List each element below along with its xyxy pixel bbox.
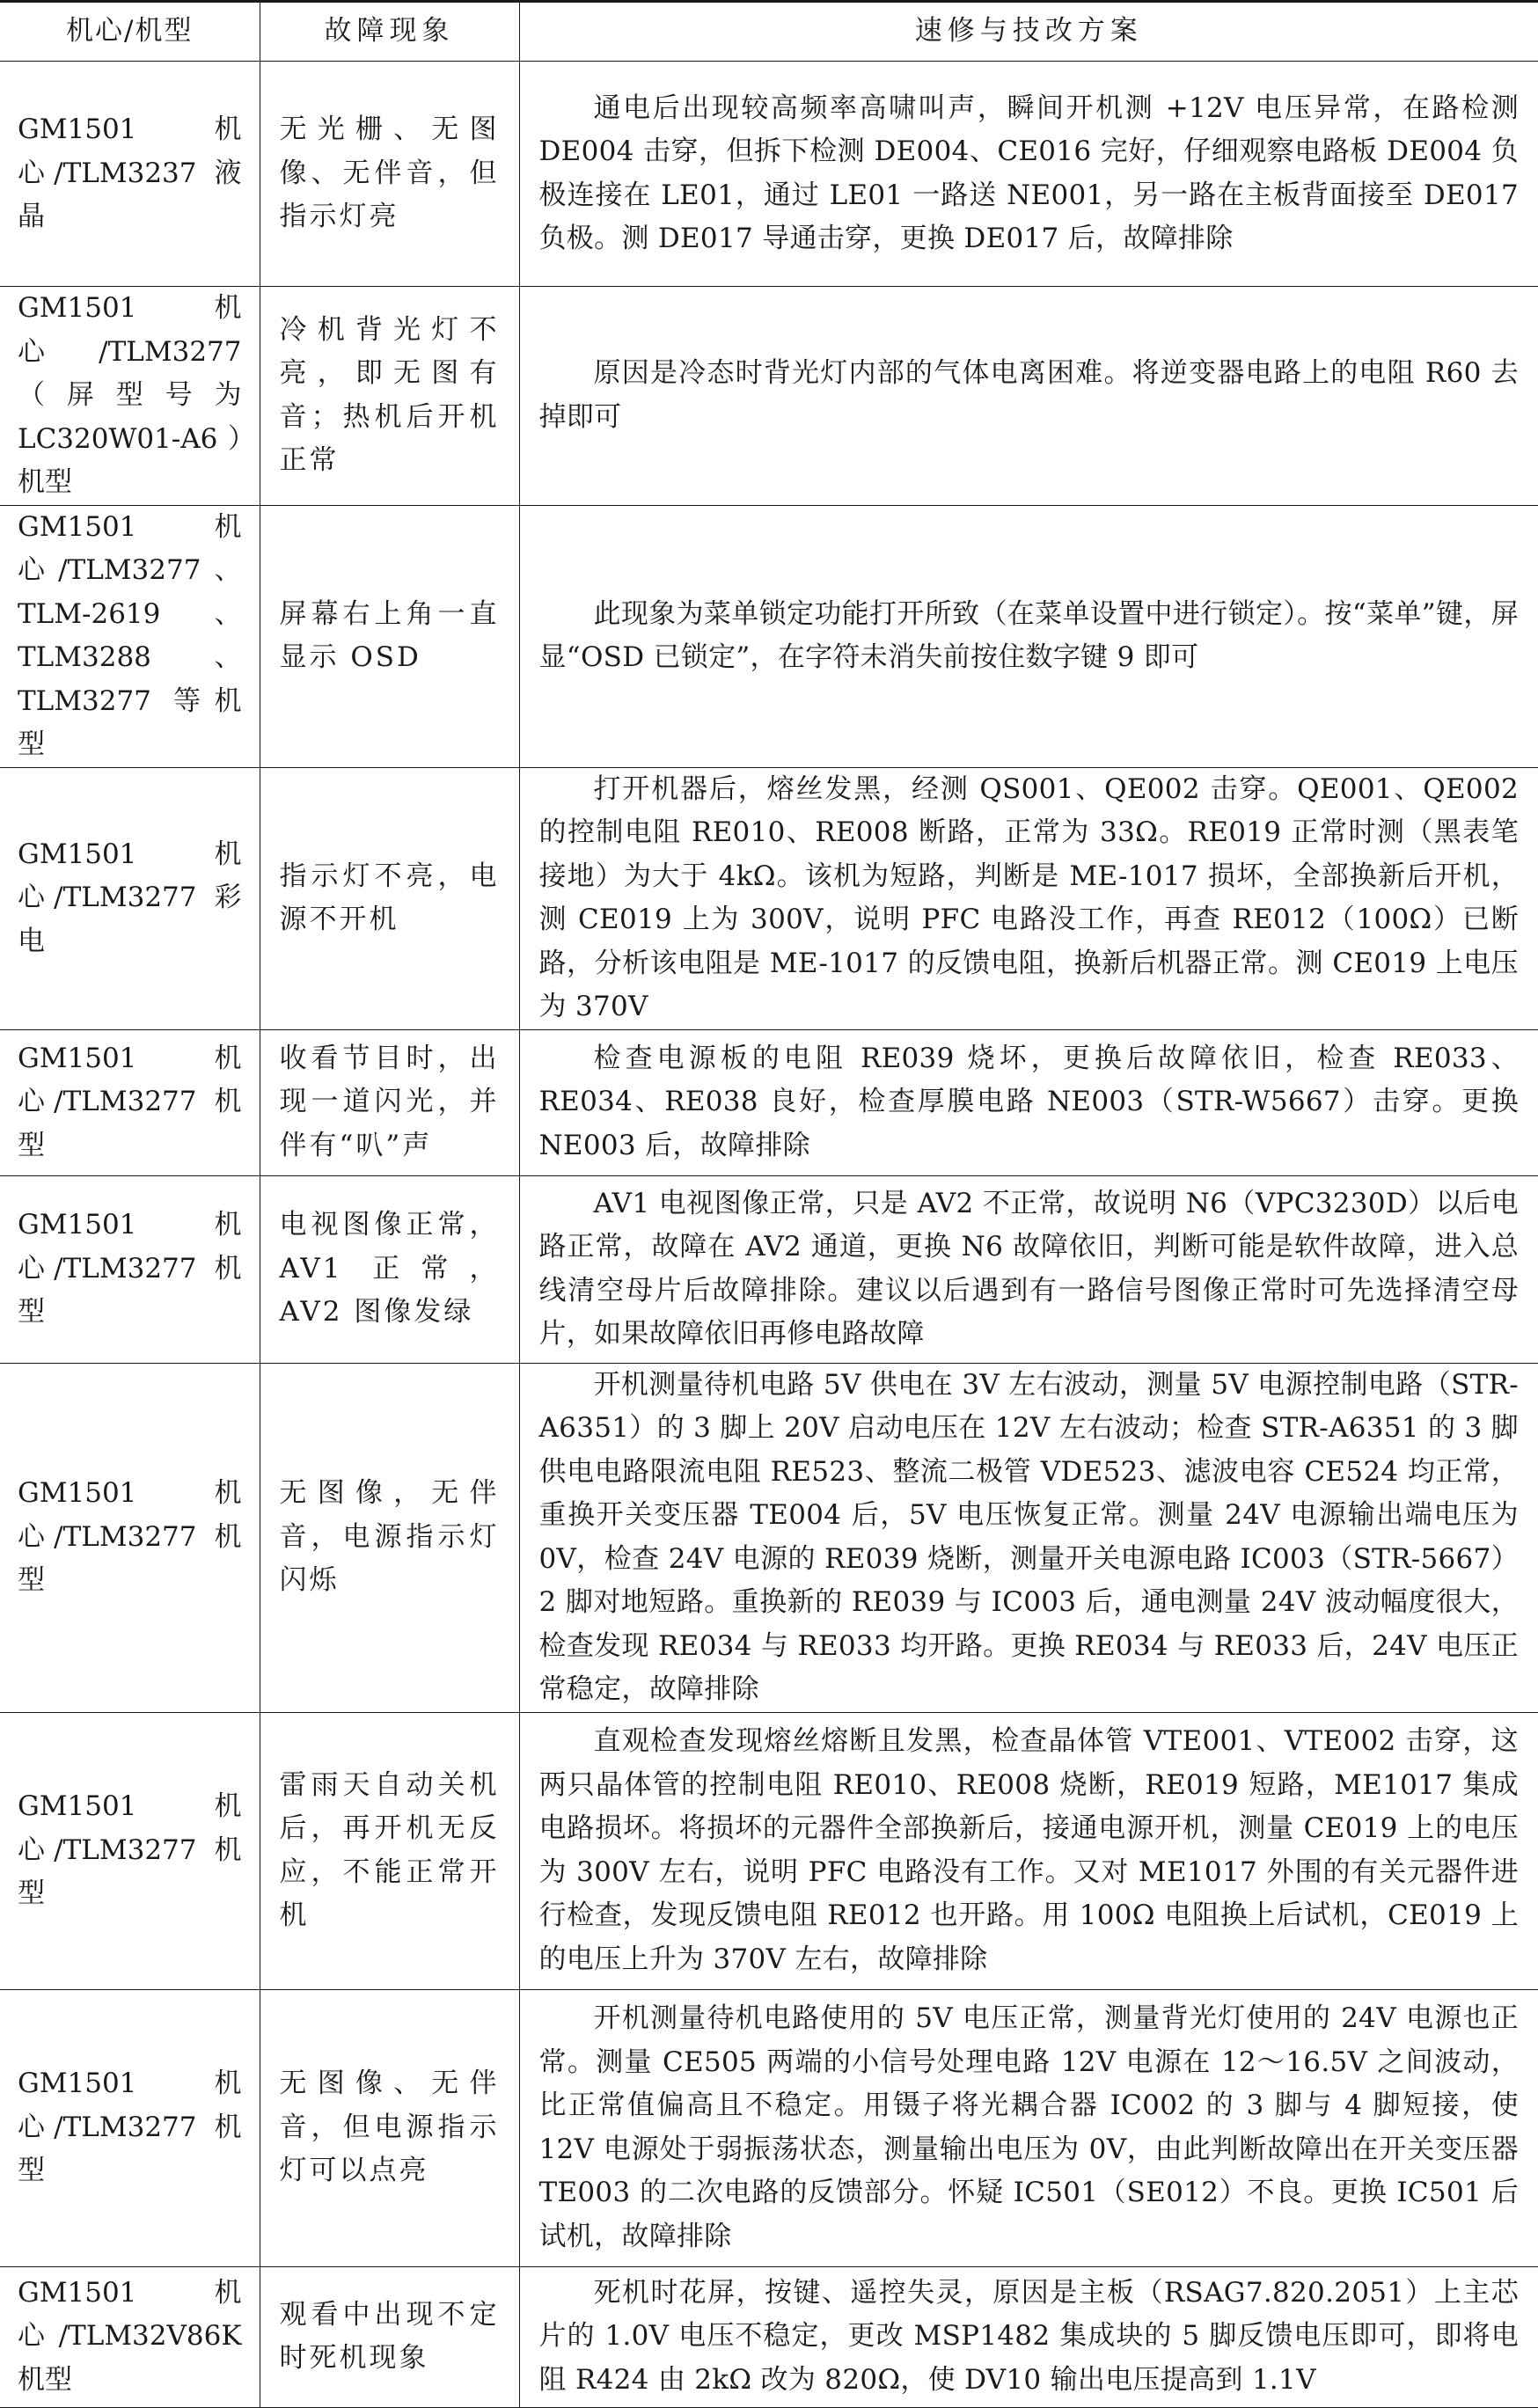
fault-cell: 无光栅、无图像、无伴音，但指示灯亮 — [260, 62, 519, 287]
fault-cell: 雷雨天自动关机后，再开机无反应，不能正常开机 — [260, 1712, 519, 1989]
fault-cell: 观看中出现不定时死机现象 — [260, 2266, 519, 2407]
table-row — [0, 1712, 1538, 1989]
fault-cell: 指示灯不亮，电源不开机 — [260, 767, 519, 1029]
table-row — [0, 505, 1538, 767]
fix-cell: 通电后出现较高频率高啸叫声，瞬间开机测 +12V 电压异常，在路检测 DE004 击穿，但拆下检测 DE004、CE016 完好，仔细观察电路板 DE004 负极连接在 LE01，通过 LE01 一路送 NE001，另一路在主板背面接至 DE017 负极。测 DE017 导通击穿，更换 DE017 后，故障排除 — [519, 62, 1538, 287]
header-fix: 速修与技改方案 — [519, 2, 1538, 62]
table-row — [0, 1029, 1538, 1175]
model-cell: GM1501 机心/TLM3237 液晶 — [0, 62, 260, 287]
fix-cell: 直观检查发现熔丝熔断且发黑，检查晶体管 VTE001、VTE002 击穿，这两只晶体管的控制电阻 RE010、RE008 烧断，RE019 短路，ME1017 集成电路损坏。将损坏的元器件全部换新后，接通电源开机，测量 CE019 上的电压为 300V 左右，说明 PFC 电路没有工作。又对 ME1017 外围的有关元器件进行检查，发现反馈电阻 RE012 也开路。用 100Ω 电阻换上后试机，CE019 上的电压上升为 370V 左右，故障排除 — [519, 1712, 1538, 1989]
header-model: 机心/机型 — [0, 2, 260, 62]
fix-cell: 开机测量待机电路使用的 5V 电压正常，测量背光灯使用的 24V 电源也正常。测量 CE505 两端的小信号处理电路 12V 电源在 12～16.5V 之间波动，比正常值偏高且不稳定。用镊子将光耦合器 IC002 的 3 脚与 4 脚短接，使 12V 电源处于弱振荡状态，测量输出电压为 0V，由此判断故障出在开关变压器 TE003 的二次电路的反馈部分。怀疑 IC501（SE012）不良。更换 IC501 后试机，故障排除 — [519, 1989, 1538, 2266]
fault-cell: 冷机背光灯不亮，即无图有音；热机后开机正常 — [260, 287, 519, 506]
fault-cell: 收看节目时，出现一道闪光，并伴有“叭”声 — [260, 1029, 519, 1175]
model-cell: GM1501 机心/TLM3277 机型 — [0, 1175, 260, 1363]
table-row — [0, 1989, 1538, 2266]
table-row — [0, 2266, 1538, 2407]
fault-cell: 屏幕右上角一直显示 OSD — [260, 505, 519, 767]
fix-cell: 此现象为菜单锁定功能打开所致（在菜单设置中进行锁定）。按“菜单”键，屏显“OSD 已锁定”，在字符未消失前按住数字键 9 即可 — [519, 505, 1538, 767]
fix-cell: 死机时花屏，按键、遥控失灵，原因是主板（RSAG7.820.2051）上主芯片的 1.0V 电压不稳定，更改 MSP1482 集成块的 5 脚反馈电压即可，即将电阻 R424 由 2kΩ 改为 820Ω，使 DV10 输出电压提高到 1.1V — [519, 2266, 1538, 2407]
fault-cell: 无图像，无伴音，电源指示灯闪烁 — [260, 1363, 519, 1712]
model-cell: GM1501 机心/TLM3277（屏型号为 LC320W01-A6）机型 — [0, 287, 260, 506]
model-cell: GM1501 机心/TLM3277 机型 — [0, 1029, 260, 1175]
model-cell: GM1501 机心/TLM3277、TLM-2619、TLM3288、TLM3277 等机型 — [0, 505, 260, 767]
model-cell: GM1501 机心/TLM3277 机型 — [0, 1363, 260, 1712]
table-row — [0, 1175, 1538, 1363]
fault-cell: 电视图像正常，AV1 正常，AV2 图像发绿 — [260, 1175, 519, 1363]
fix-cell: 开机测量待机电路 5V 供电在 3V 左右波动，测量 5V 电源控制电路（STR-A6351）的 3 脚上 20V 启动电压在 12V 左右波动；检查 STR-A6351 的 3 脚供电电路限流电阻 RE523、整流二极管 VDE523、滤波电容 CE524 均正常，重换开关变压器 TE004 后，5V 电压恢复正常。测量 24V 电源输出端电压为 0V，检查 24V 电源的 RE039 烧断，测量开关电源电路 IC003（STR-5667）2 脚对地短路。重换新的 RE039 与 IC003 后，通电测量 24V 波动幅度很大，检查发现 RE034 与 RE033 均开路。更换 RE034 与 RE033 后，24V 电压正常稳定，故障排除 — [519, 1363, 1538, 1712]
fix-cell: AV1 电视图像正常，只是 AV2 不正常，故说明 N6（VPC3230D）以后电路正常，故障在 AV2 通道，更换 N6 故障依旧，判断可能是软件故障，进入总线清空母片后故障排除。建议以后遇到有一路信号图像正常时可先选择清空母片，如果故障依旧再修电路故障 — [519, 1175, 1538, 1363]
header-fault: 故障现象 — [260, 2, 519, 62]
model-cell: GM1501 机心/TLM3277 机型 — [0, 1989, 260, 2266]
fix-cell: 打开机器后，熔丝发黑，经测 QS001、QE002 击穿。QE001、QE002 的控制电阻 RE010、RE008 断路，正常为 33Ω。RE019 正常时测（黑表笔接地）为大于 4kΩ。该机为短路，判断是 ME-1017 损坏，全部换新后开机，测 CE019 上为 300V，说明 PFC 电路没工作，再查 RE012（100Ω）已断路，分析该电阻是 ME-1017 的反馈电阻，换新后机器正常。测 CE019 上电压为 370V — [519, 767, 1538, 1029]
model-cell: GM1501 机心/TLM3277 彩电 — [0, 767, 260, 1029]
model-cell: GM1501 机心/TLM3277 机型 — [0, 1712, 260, 1989]
model-cell: GM1501 机心/TLM32V86K 机型 — [0, 2266, 260, 2407]
fault-cell: 无图像、无伴音，但电源指示灯可以点亮 — [260, 1989, 519, 2266]
table-row — [0, 1363, 1538, 1712]
table-row — [0, 287, 1538, 506]
table-row — [0, 767, 1538, 1029]
fix-cell: 原因是冷态时背光灯内部的气体电离困难。将逆变器电路上的电阻 R60 去掉即可 — [519, 287, 1538, 506]
fix-cell: 检查电源板的电阻 RE039 烧坏，更换后故障依旧，检查 RE033、RE034、RE038 良好，检查厚膜电路 NE003（STR-W5667）击穿。更换 NE003 后，故障排除 — [519, 1029, 1538, 1175]
header-row — [0, 2, 1538, 62]
table-row — [0, 62, 1538, 287]
